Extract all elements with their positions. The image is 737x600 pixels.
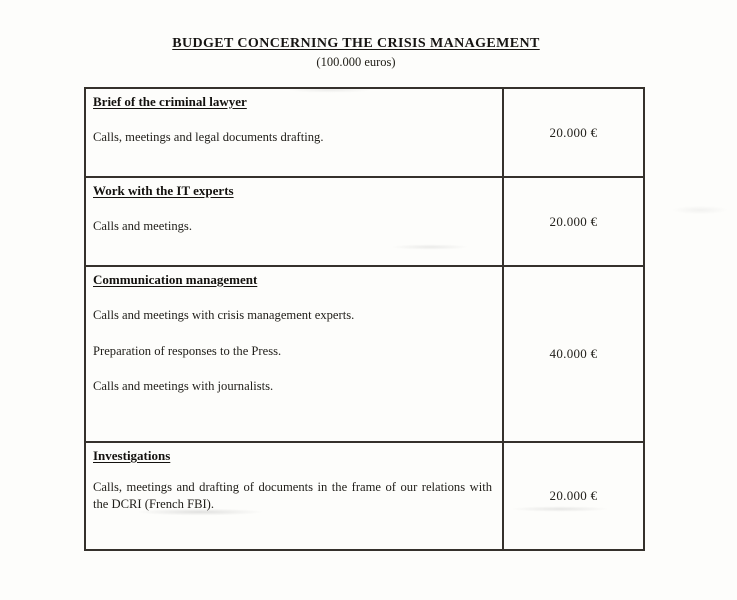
row-heading: Brief of the criminal lawyer	[93, 94, 247, 109]
description-cell	[85, 442, 503, 550]
description-cell	[85, 177, 503, 266]
budget-table	[84, 87, 645, 551]
row-line: Calls and meetings with journalists.	[93, 379, 274, 394]
amount-cell: 20.000 €	[503, 177, 644, 266]
description-cell	[85, 266, 503, 442]
table-row-investigations	[85, 442, 644, 550]
row-heading: Work with the IT experts	[93, 183, 234, 198]
row-line: Calls and meetings.	[93, 219, 192, 233]
table-row-communication-management	[85, 266, 644, 442]
amount-cell: 20.000 €	[503, 88, 644, 177]
row-line: Calls, meetings and drafting of documents in the frame of our relations with the DCRI (French FBI).	[93, 480, 492, 511]
document-title: BUDGET CONCERNING THE CRISIS MANAGEMENT	[172, 36, 540, 51]
row-heading: Communication management	[93, 272, 258, 287]
row-line: Calls, meetings and legal documents drafting.	[93, 130, 324, 144]
document-subtitle: (100.000 euros)	[316, 55, 396, 69]
amount-cell: 20.000 €	[503, 442, 644, 550]
row-line: Preparation of responses to the Press.	[93, 343, 282, 358]
amount-cell: 40.000 €	[503, 266, 644, 442]
table-row-work-with-it-experts	[85, 177, 644, 266]
row-line: Calls and meetings with crisis management experts.	[93, 308, 355, 322]
table-row-brief-of-criminal-lawyer	[85, 88, 644, 177]
document-content	[84, 0, 628, 551]
title-block	[84, 0, 628, 70]
description-cell	[85, 88, 503, 177]
row-heading: Investigations	[93, 448, 171, 463]
